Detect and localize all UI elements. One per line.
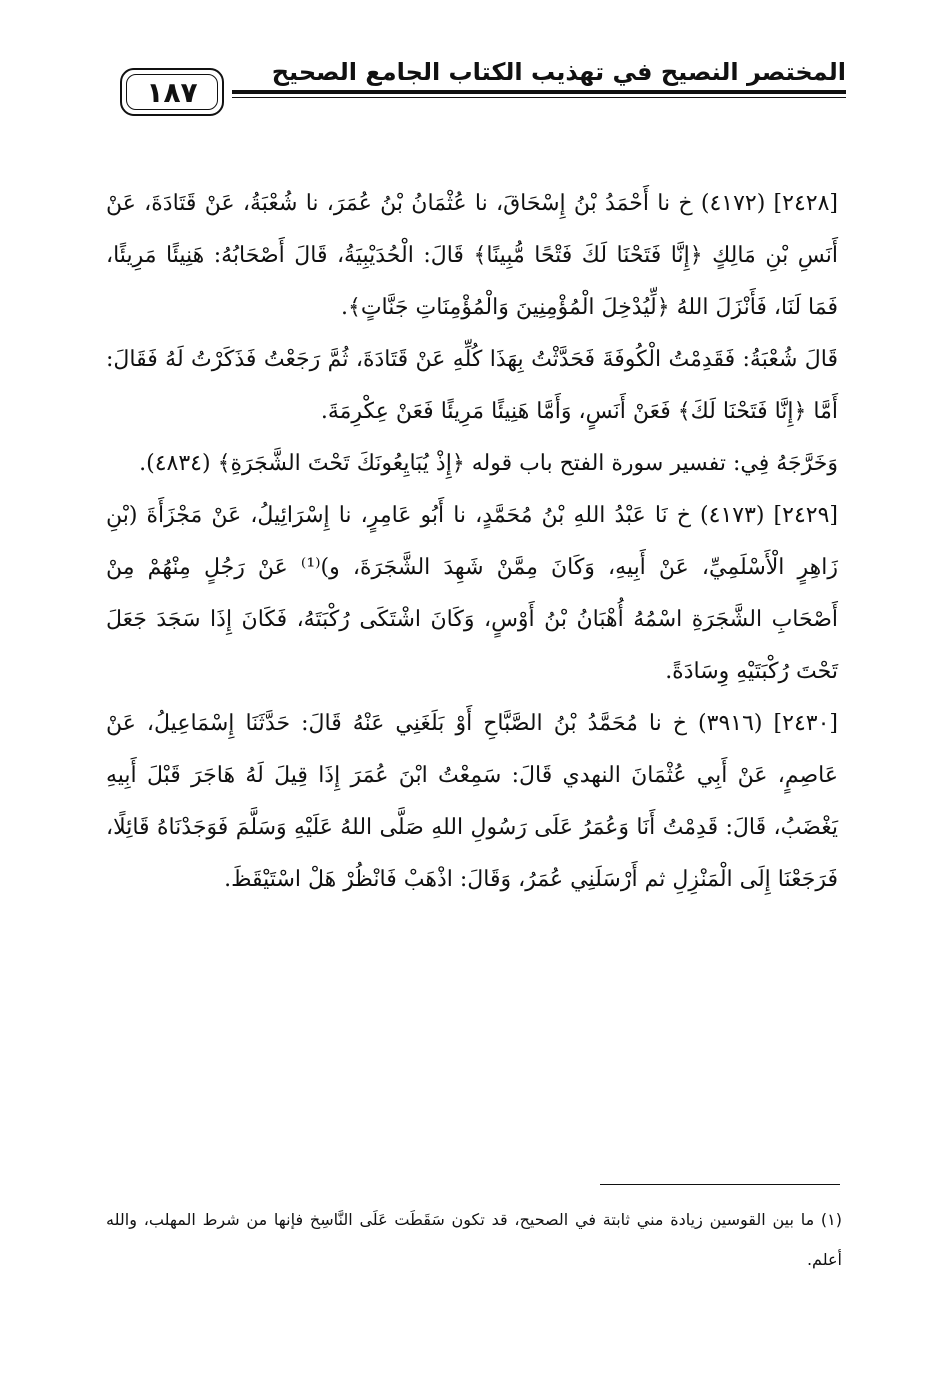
- footnote-separator: [600, 1184, 840, 1185]
- footnote-1: (١) ما بين القوسين زيادة مني ثابتة في الصحيح، قد تكون سَقَطَت عَلَى النَّاسِخ فإنها من شرط المهلب، والله أعلم.: [106, 1210, 842, 1269]
- page-number-frame-inner: [126, 74, 218, 110]
- hadith-2428: [٢٤٢٨] (٤١٧٢) خ نا أَحْمَدُ بْنُ إِسْحَاقَ، نا عُثْمَانُ بْنُ عُمَرَ، نا شُعْبَةُ، عَنْ قَتَادَةَ، عَنْ أَنَسِ بْنِ مَالِكٍ ﴿إِنَّا فَتَحْنَا لَكَ فَتْحًا مُّبِينًا﴾ قَالَ: الْحُدَيْبِيَةُ، قَالَ أَصْحَابُهُ: هَنِيئًا مَرِيئًا، فَمَا لَنَا، فَأَنْزَلَ اللهُ ﴿لِّيُدْخِلَ الْمُؤْمِنِينَ وَالْمُؤْمِنَاتِ جَنَّاتٍ﴾.: [106, 191, 838, 320]
- running-title: المختصر النصيح في تهذيب الكتاب الجامع الصحيح: [271, 58, 846, 86]
- page-number: ١٨٧: [146, 75, 198, 109]
- hadith-2428-shuba-note: قَالَ شُعْبَةُ: فَقَدِمْتُ الْكُوفَةَ فَحَدَّثْتُ بِهَذَا كُلِّهِ عَنْ قَتَادَةَ، ثُمَّ رَجَعْتُ فَذَكَرْتُ لَهُ فَقَالَ: أَمَّا ﴿إِنَّا فَتَحْنَا لَكَ﴾ فَعَنْ أَنَسٍ، وَأَمَّا هَنِيئًا مَرِيئًا فَعَنْ عِكْرِمَةَ.: [106, 347, 838, 424]
- hadith-2429: [٢٤٢٩] (٤١٧٣) خ نَا عَبْدُ اللهِ بْنُ مُحَمَّدٍ، نا أَبُو عَامِرٍ، نا إِسْرَائِيلُ، عَنْ مَجْزَأَةَ (بْنِ زَاهِرٍ الْأَسْلَمِيِّ، عَنْ أَبِيهِ، وَكَانَ مِمَّنْ شَهِدَ الشَّجَرَةَ، و)⁽¹⁾ عَنْ رَجُلٍ مِنْهُمْ مِنْ أَصْحَابِ الشَّجَرَةِ اسْمُهُ أُهْبَانُ بْنُ أَوْسٍ، وَكَانَ اشْتَكَى رُكْبَتَهُ، فَكَانَ إِذَا سَجَدَ جَعَلَ تَحْتَ رُكْبَتَيْهِ وِسَادَةً.: [106, 503, 838, 684]
- header-rule: [232, 90, 846, 94]
- page-number-frame: [120, 68, 224, 116]
- header-rule-thin: [232, 97, 846, 98]
- body-text: [106, 178, 838, 906]
- hadith-2428-takhrij: وَخَرَّجَهُ فِي: تفسير سورة الفتح باب قوله ﴿إِذْ يُبَايِعُونَكَ تَحْتَ الشَّجَرَةِ﴾ (٤٨٣٤).: [139, 451, 838, 476]
- hadith-2430: [٢٤٣٠] (٣٩١٦) خ نا مُحَمَّدُ بْنُ الصَّبَّاحِ أَوْ بَلَغَنِي عَنْهُ قَالَ: حَدَّثَنَا إِسْمَاعِيلُ، عَنْ عَاصِمٍ، عَنْ أَبِي عُثْمَانَ النهدي قَالَ: سَمِعْتُ ابْنَ عُمَرَ إِذَا قِيلَ لَهُ هَاجَرَ قَبْلَ أَبِيهِ يَغْضَبُ، قَالَ: قَدِمْتُ أَنَا وَعُمَرُ عَلَى رَسُولِ اللهِ صَلَّى اللهُ عَلَيْهِ وَسَلَّمَ فَوَجَدْنَاهُ قَائِلًا، فَرَجَعْنَا إِلَى الْمَنْزِلِ ثم أَرْسَلَنِي عُمَرُ، وَقَالَ: اذْهَبْ فَانْظُرْ هَلْ اسْتَيْقَظَ.: [106, 711, 839, 892]
